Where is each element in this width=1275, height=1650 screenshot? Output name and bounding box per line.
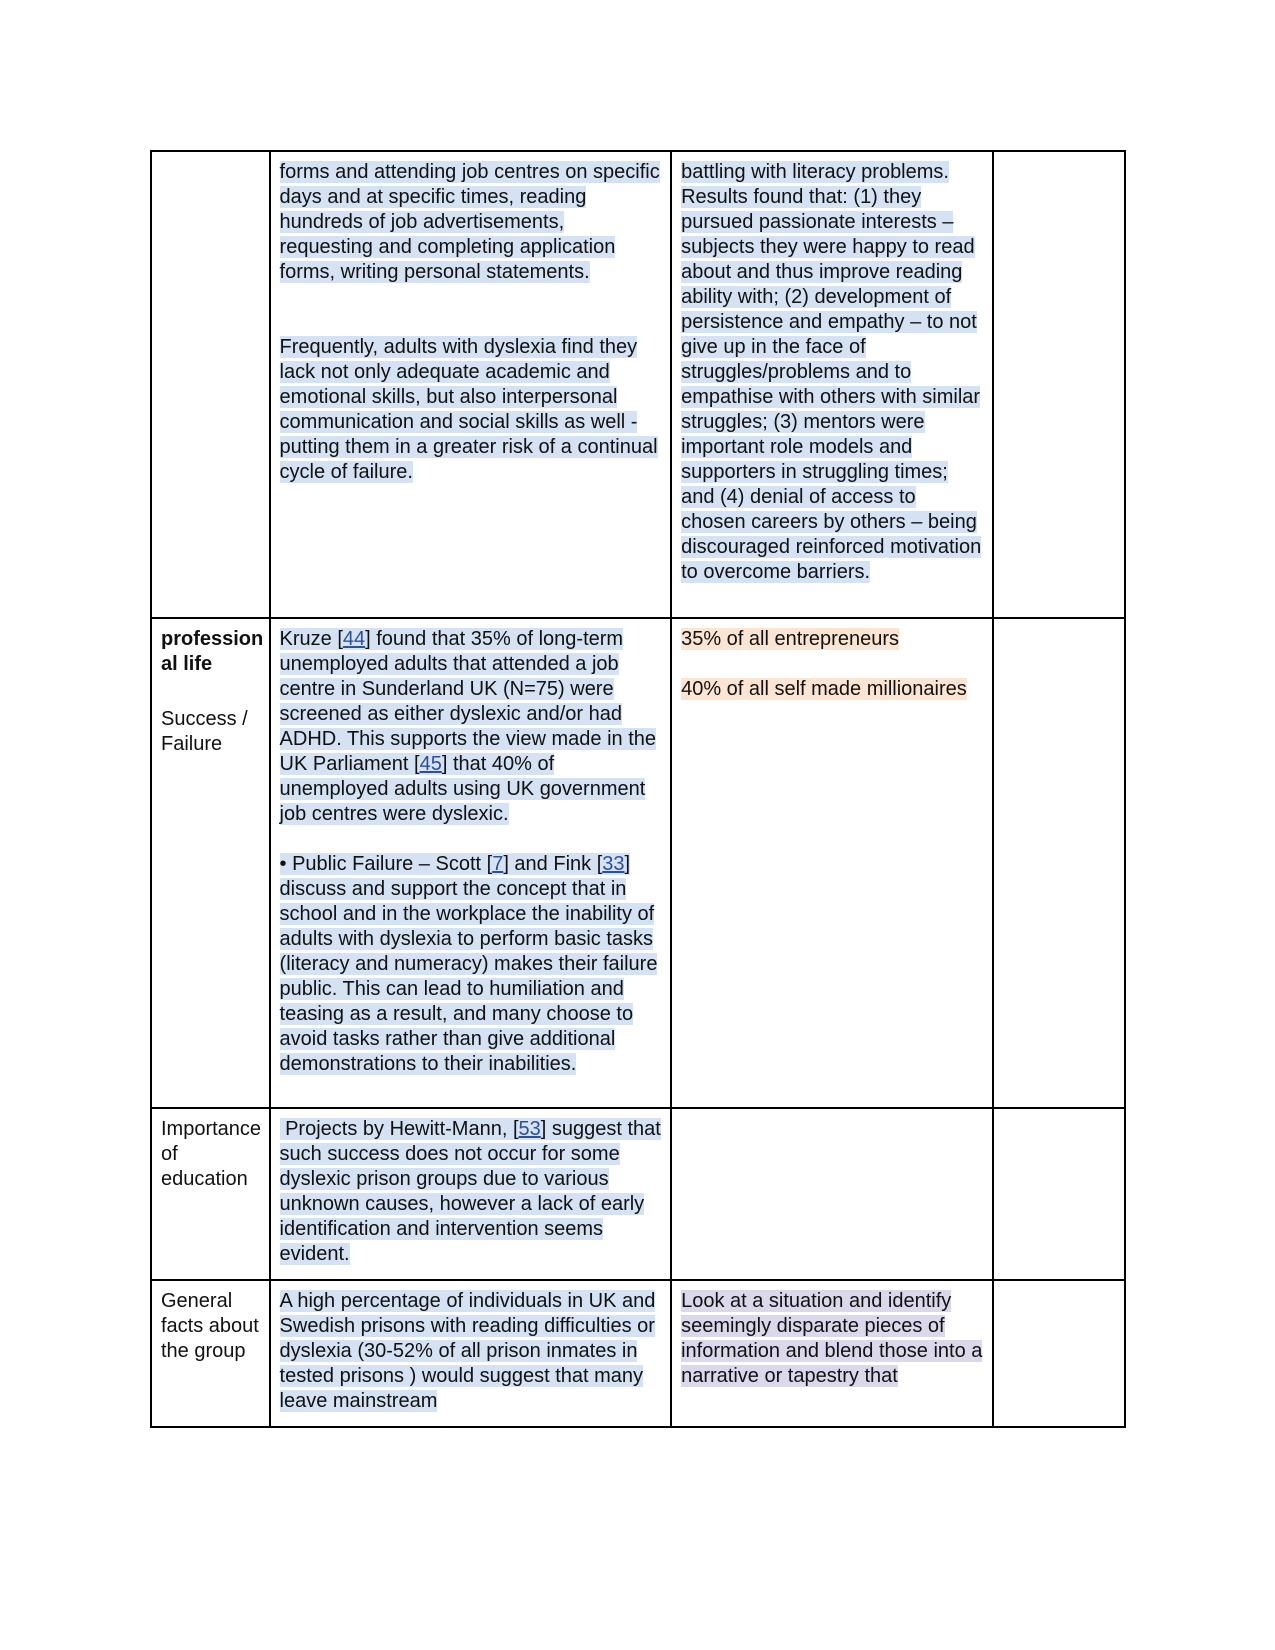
row3-notes-cell bbox=[671, 1108, 992, 1280]
citation-link-7[interactable]: 7 bbox=[492, 853, 504, 875]
row2-extra-cell bbox=[993, 618, 1125, 1108]
row2-subtitle: Success / Failure bbox=[161, 708, 248, 755]
row4-notes-cell bbox=[671, 1280, 992, 1427]
row2-label-cell bbox=[151, 618, 270, 1108]
row1-col3-para1: battling with literacy problems. Results found that: (1) they pursued passionate interests – subjects they were happy to read about and thus improve reading ability with; (2) development of persistence and empathy – to not give up in the face of struggles/problems and to empathise with others with similar struggles; (3) mentors were important role models and supporters in struggling times; and (4) denial of access to chosen careers by others – being discouraged reinforced motivation to overcome barriers. bbox=[681, 161, 982, 583]
row2-col3-para1: 35% of all entrepreneurs bbox=[681, 628, 899, 650]
notes-table bbox=[150, 150, 1126, 1428]
row3-literature-cell bbox=[270, 1108, 672, 1280]
row4-col2-para1: A high percentage of individuals in UK and Swedish prisons with reading difficulties or dyslexia (30-52% of all prison inmates in tested prisons ) would suggest that many leave mainstream bbox=[279, 1290, 656, 1412]
row2-notes-cell bbox=[671, 618, 992, 1108]
citation-link-53[interactable]: 53 bbox=[518, 1118, 541, 1140]
row2-literature-cell bbox=[270, 618, 672, 1108]
row3-label-cell bbox=[151, 1108, 270, 1280]
citation-link-33[interactable]: 33 bbox=[602, 853, 625, 875]
row4-title: General facts about the group bbox=[161, 1290, 259, 1362]
row2-title: profession al life bbox=[161, 628, 264, 675]
row3-title: Importance of education bbox=[161, 1118, 262, 1190]
row1-extra-cell bbox=[993, 151, 1125, 618]
row1-literature-cell bbox=[270, 151, 672, 618]
row4-literature-cell bbox=[270, 1280, 672, 1427]
citation-link-44[interactable]: 44 bbox=[342, 628, 366, 650]
row1-label-cell bbox=[151, 151, 270, 618]
row3-extra-cell bbox=[993, 1108, 1125, 1280]
row4-label-cell bbox=[151, 1280, 270, 1427]
table-row bbox=[151, 618, 1125, 1108]
row2-col2-para1: Kruze [44] found that 35% of long-term unemployed adults that attended a job centre in Sunderland UK (N=75) were screened as either dyslexic and/or had ADHD. This supports the view made in the UK Parliament [45] that 40% of unemployed adults using UK government job centres were dyslexic. bbox=[279, 628, 656, 825]
row3-col2-para1: Projects by Hewitt-Mann, [53] suggest that such success does not occur for some dyslexic prison groups due to various unknown causes, however a lack of early identification and intervention seems evident. bbox=[279, 1118, 661, 1265]
citation-link-45[interactable]: 45 bbox=[419, 753, 442, 775]
table-row bbox=[151, 1108, 1125, 1280]
row1-notes-cell bbox=[671, 151, 992, 618]
row1-col2-para1: forms and attending job centres on specific days and at specific times, reading hundreds of job advertisements, requesting and completing application forms, writing personal statements. bbox=[279, 161, 660, 283]
table-row bbox=[151, 1280, 1125, 1427]
row4-col3-para1: Look at a situation and identify seemingly disparate pieces of information and blend those into a narrative or tapestry that bbox=[681, 1290, 983, 1387]
row2-col2-para2: • Public Failure – Scott [7] and Fink [33] discuss and support the concept that in school and in the workplace the inability of adults with dyslexia to perform basic tasks (literacy and numeracy) makes their failure public. This can lead to humiliation and teasing as a result, and many choose to avoid tasks rather than give additional demonstrations to their inabilities. bbox=[279, 853, 658, 1075]
row2-col3-para2: 40% of all self made millionaires bbox=[681, 678, 967, 700]
row1-col2-para2: Frequently, adults with dyslexia find they lack not only adequate academic and emotional skills, but also interpersonal communication and social skills as well - putting them in a greater risk of a continual cycle of failure. bbox=[279, 336, 658, 483]
table-row bbox=[151, 151, 1125, 618]
row4-extra-cell bbox=[993, 1280, 1125, 1427]
